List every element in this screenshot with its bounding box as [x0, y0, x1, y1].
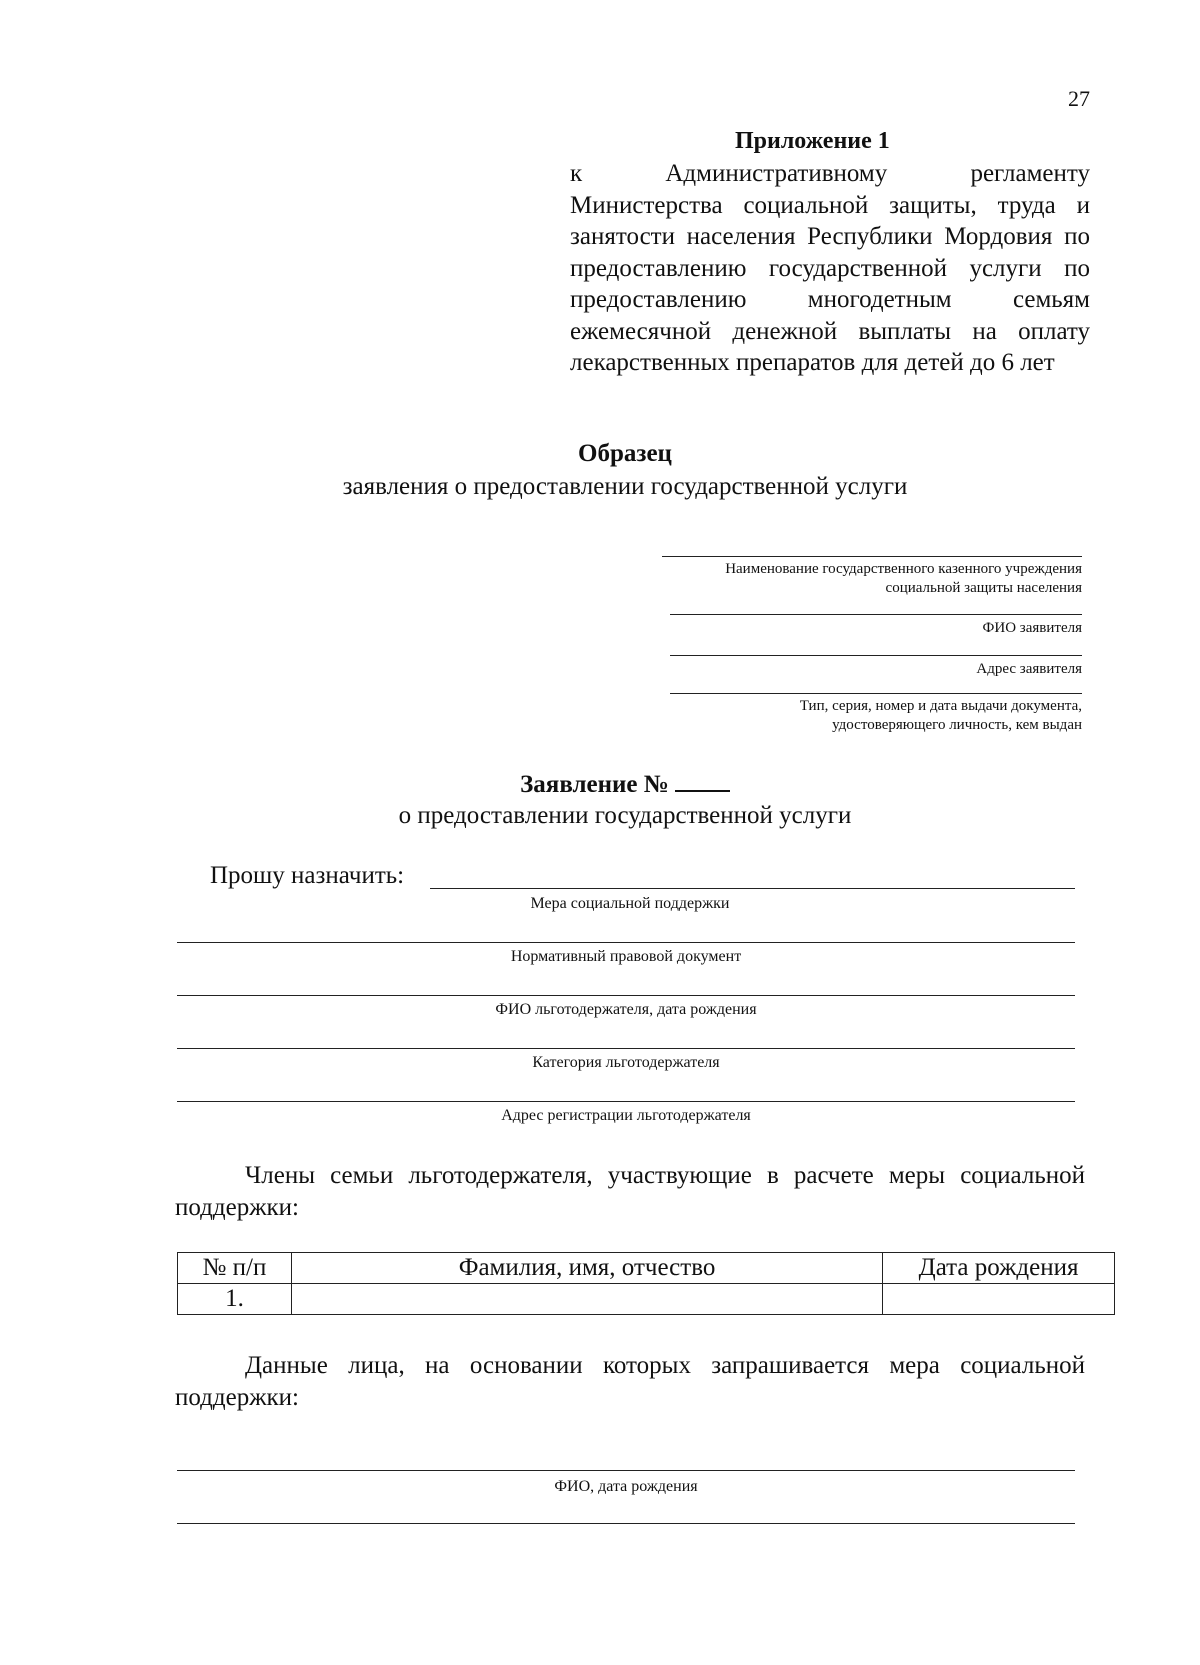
request-label: Прошу назначить: — [210, 862, 405, 889]
identity-document-caption: Тип, серия, номер и дата выдачи документа, удостоверяющего личность, кем выдан — [799, 698, 1082, 733]
support-measure-caption: Мера социальной поддержки — [530, 895, 730, 912]
beneficiary-name-line — [177, 995, 1075, 996]
applicant-name-caption: ФИО заявителя — [982, 620, 1082, 636]
applicant-address-caption: Адрес заявителя — [976, 661, 1082, 677]
appendix-text: к Административному регламенту Министерства социальной защиты, труда и занятости населения Республики Мордовия по предоставлению государственной услуги по предоставлению многодетным семьям ежемесячной денежной выплаты на оплату лекарственных препаратов для детей до 6 лет — [570, 160, 1090, 376]
column-header-full-name: Фамилия, имя, отчество — [291, 1253, 882, 1284]
applicant-name-line — [670, 614, 1082, 615]
statement-number-blank — [675, 770, 730, 792]
institution-caption: Наименование государственного казенного учреждения социальной защиты населения — [725, 561, 1082, 596]
family-intro: Члены семьи льготодержателя, участвующие в расчете меры социальной поддержки: — [175, 1162, 1085, 1221]
statement-title-text: Заявление № — [520, 771, 669, 798]
appendix-title: Приложение 1 — [735, 128, 890, 154]
column-header-birth-date: Дата рождения — [883, 1253, 1115, 1284]
support-measure-line — [430, 888, 1075, 889]
beneficiary-name-caption: ФИО льготодержателя, дата рождения — [495, 1001, 757, 1018]
identity-document-line — [670, 693, 1082, 694]
beneficiary-address-line — [177, 1101, 1075, 1102]
person-name-line — [177, 1470, 1075, 1471]
sample-title: Образец — [578, 440, 672, 467]
institution-line — [662, 556, 1082, 557]
table-cell-number: 1. — [178, 1284, 292, 1315]
table-header-row — [178, 1253, 1115, 1284]
table-cell-birth-date — [883, 1284, 1115, 1315]
statement-title — [175, 770, 1075, 799]
column-header-number: № п/п — [178, 1253, 292, 1284]
person-data-intro: Данные лица, на основании которых запрашивается мера социальной поддержки: — [175, 1352, 1085, 1411]
table-row — [178, 1284, 1115, 1315]
beneficiary-category-line — [177, 1048, 1075, 1049]
legal-document-line — [177, 942, 1075, 943]
person-extra-line — [177, 1523, 1075, 1524]
beneficiary-category-caption: Категория льготодержателя — [532, 1054, 720, 1071]
page-number: 27 — [1068, 86, 1090, 111]
beneficiary-address-caption: Адрес регистрации льготодержателя — [501, 1107, 751, 1124]
applicant-address-line — [670, 655, 1082, 656]
person-name-caption: ФИО, дата рождения — [554, 1478, 698, 1495]
sample-subtitle: заявления о предоставлении государственной услуги — [342, 473, 908, 500]
statement-subtitle: о предоставлении государственной услуги — [398, 802, 852, 829]
table-cell-full-name — [291, 1284, 882, 1315]
family-members-table — [177, 1252, 1115, 1315]
legal-document-caption: Нормативный правовой документ — [510, 948, 742, 965]
